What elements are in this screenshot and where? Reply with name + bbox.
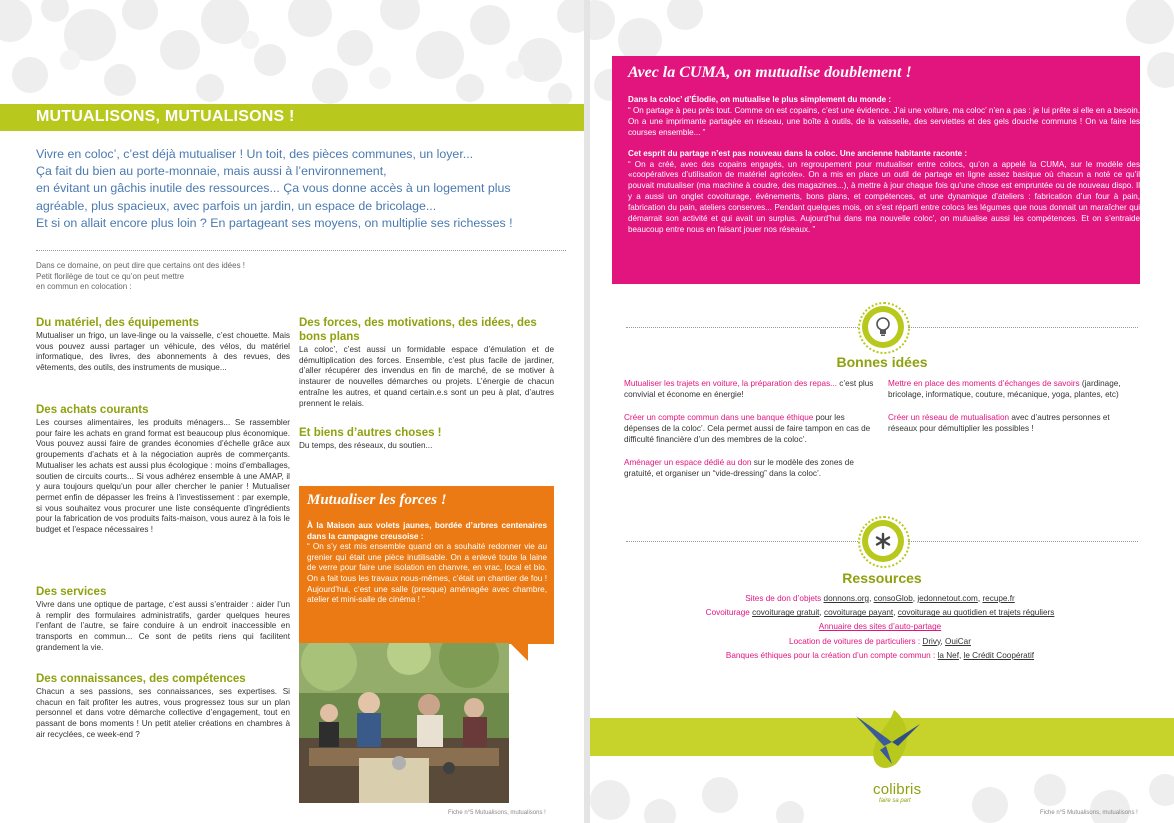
lightbulb-icon [868, 312, 898, 342]
speech-tail [510, 643, 528, 661]
resources-heading: Ressources [842, 570, 922, 586]
lead-text [36, 261, 296, 293]
resource-link[interactable]: donnons.org [823, 594, 870, 603]
left-page [0, 0, 584, 823]
workshop-photo [299, 643, 509, 803]
block-achats [36, 403, 290, 536]
testimony-quote: “ On s’y est mis ensemble quand on a souhaité redonner vie au grenier qui était une pièce inutilisable. On a enlevé toute la laine de verre pour faire une isolation en chanvre, en vrac, local et bio. On a fait tous les travaux nous-mêmes, c’était un chantier de fou ! Aujourd’hui, c’est une salle (presque) aménagée avec chambre, atelier et mini-salle de cinéma ! ” [307, 542, 547, 605]
lightbulb-badge [862, 306, 904, 348]
ideas-heading: Bonnes idées [836, 354, 928, 370]
logo-name: colibris [873, 781, 922, 798]
asterisk-badge [862, 520, 904, 562]
resource-link[interactable]: la Nef [937, 650, 959, 660]
divider [36, 250, 566, 251]
block-text: Vivre dans une optique de partage, c’est aussi s’entraider : aider l’un à remplir des formulaires administratifs, garder quelques heures l’enfant de l’autre, se faire conduire à un endroit inaccessible en transports en commun... Ce sont de petits riens qui facilitent grandement la vie. [36, 600, 290, 652]
cuma-lead-1: Dans la coloc’ d’Élodie, on mutualise le plus simplement du monde : [628, 95, 892, 104]
resource-link[interactable]: recupe.fr [982, 594, 1015, 603]
testimony-text [307, 521, 547, 606]
intro-line: agréable, plus spacieux, avec parfois un jardin, un espace de bricolage... [36, 198, 437, 213]
resource-link[interactable]: covoiturage payant [824, 608, 894, 618]
intro-line: en évitant un gâchis inutile des ressources... Ça vous donne accès à un logement plus [36, 181, 511, 196]
block-text: Les courses alimentaires, les produits ménagers... Se rassembler pour faire les achats en grand format est beaucoup plus économique. Vous pouvez aussi faire de grandes économies d’échelle grâce aux groupements d’achats et à la négociation auprès de commerçants. Mutualiser les achats est aussi plus écologique : moins d’emballages, soutien de circuits courts... Si vous adhérez ensemble à une AMAP, il y aura toujours quelqu’un pour aller chercher le panier ! Mutualiser permet enfin de dépasser les freins à l’investissement : par exemple, si vous souhaitez vous procurer une liste conséquente d’ingrédients pour la fabrication de vos produits faits-maison, vous aurez à la fois le budget et l’espace nécessaires ! [36, 418, 290, 535]
asterisk-icon [868, 526, 898, 556]
resource-link[interactable]: Drivy [922, 636, 941, 646]
idea-item: Mettre en place des moments d’échanges de savoirs (jardinage, bricolage, informatique, couture, mécanique, yoga, plantes, etc) [888, 379, 1121, 399]
block-materiel [36, 316, 290, 374]
page-footer: Fiche n°5 Mutualisons, mutualisons ! [448, 810, 546, 816]
page-footer: Fiche n°5 Mutualisons, mutualisons ! [1040, 810, 1138, 816]
idea-item: Créer un compte commun dans une banque éthique pour les dépenses de la coloc’. Cela permet aussi de faire tampon en cas de difficulté financière d’un des membres de la coloc’. [624, 413, 871, 444]
testimony-lead: À la Maison aux volets jaunes, bordée d’arbres centenaires dans la campagne creusoise : [307, 521, 547, 541]
divider [626, 327, 858, 328]
resource-link[interactable]: le Crédit Coopératif [963, 650, 1035, 660]
cuma-quote-1: “ On partage à peu près tout. Comme on est copains, c’est une évidence. J’ai une voiture, ma coloc’ n’en a pas : je lui prête si elle en a besoin. On a une imprimante partagée en réseau, une boîte à outils, de la vaisselle, des serviettes et des gels douche communs ! On va faire les courses ensemble... ” [628, 105, 1140, 137]
resource-link[interactable]: Annuaire des sites d’auto-partage [818, 622, 942, 632]
resource-line: Covoiturage covoiturage gratuit, covoiturage payant, covoiturage au quotidien et trajets réguliers [705, 608, 1055, 618]
block-text: La coloc’, c’est aussi un formidable espace d’émulation et de démultiplication des forces. Ensemble, c’est plus facile de jardiner, d’aller récupérer des invendus en fin de marché, de se motiver à instaurer de nouvelles démarches ou projets. L’énergie de chacun entraîne les autres, et quand certain.e.s sont un peu à plat, d’autres prennent le relais. [299, 345, 554, 408]
resource-line: Sites de don d’objets donnons.org, consoGlob, jedonnetout.com, recupe.fr [745, 594, 1015, 603]
right-page [590, 0, 1174, 823]
cuma-quote-2: “ On a créé, avec des copains engagés, un regroupement pour mutualiser entre colocs, qu’on a appelé la CUMA, sur le modèle des «coopératives d’utilisation de matériel agricole». On a mis en place un outil de partage en ligne assez basique où chacun a noté ce qu’il pouvait mutualiser (ma machine à coudre, des magazines...), à mettre à jour chaque fois qu’une chose est empruntée ou de nouveau dispo. Il y a aussi un onglet covoiturage, événements, bons plans, et compétences, et une dynamique d’ateliers : fabrication d’un four à pain, fabrication du pain, ateliers conserves... Pendant quelques mois, on s’est réparti entre colocs les légumes que nous donnait un maraîcher qui démarrait son activité et qui avait un surplus. Aujourd’hui dans ma nouvelle coloc’, on mutualise aussi les compétences. Et on s’entraide beaucoup entre nous en faisant jouer nos réseaux. ” [628, 159, 1140, 234]
resource-link[interactable]: consoGlob [873, 594, 913, 603]
divider [908, 327, 1138, 328]
block-text: Mutualiser un frigo, un lave-linge ou la vaisselle, c’est chouette. Mais vous pouvez aussi partager un véhicule, des vélos, du matériel informatique, des livres, des abonnements à des revues, des vêtements, des outils, des instruments de musique... [36, 331, 290, 373]
idea-item: Créer un réseau de mutualisation avec d’autres personnes et réseaux pour démultiplier les possibles ! [888, 413, 1110, 433]
block-heading: Des achats courants [36, 404, 149, 416]
block-services [36, 585, 290, 654]
resource-line: Banques éthiques pour la création d’un compte commun : la Nef, le Crédit Coopératif [725, 650, 1035, 660]
block-heading: Et biens d’autres choses ! [299, 427, 442, 439]
block-heading: Des services [36, 586, 107, 598]
resource-link[interactable]: OuiCar [945, 636, 971, 646]
block-heading: Des forces, des motivations, des idées, des bons plans [299, 317, 537, 343]
bubble-pattern-top [0, 0, 584, 110]
lead-line: Petit florilège de tout ce qu’on peut mettre [36, 271, 185, 281]
cuma-lead-2: Cet esprit du partage n’est pas nouveau dans la coloc. Une ancienne habitante raconte : [628, 148, 968, 158]
resource-link[interactable]: covoiturage au quotidien et trajets réguliers [897, 608, 1055, 618]
intro-line: Et si on allait encore plus loin ? En partageant ses moyens, on multiplie ses richesses ! [36, 215, 513, 230]
block-autres [299, 426, 554, 452]
resource-line [630, 620, 1130, 634]
lead-line: Dans ce domaine, on peut dire que certains ont des idées ! [36, 261, 246, 270]
block-heading: Du matériel, des équipements [36, 317, 199, 329]
cuma-title: Avec la CUMA, on mutualise doublement ! [628, 64, 912, 81]
logo-tagline: faire sa part [879, 798, 911, 804]
block-forces [299, 316, 554, 409]
resource-link[interactable]: covoiturage gratuit [752, 608, 820, 618]
intro-line: Ça fait du bien au porte-monnaie, mais aussi à l’environnement, [36, 164, 387, 179]
intro-text [36, 146, 566, 232]
lead-line: en commun en colocation : [36, 282, 132, 291]
idea-item: Aménager un espace dédié au don sur le modèle des zones de gratuité, et organiser un “vide-dressing” dans la coloc’. [624, 458, 854, 478]
intro-line: Vivre en coloc’, c’est déjà mutualiser ! Un toit, des pièces communes, un loyer... [36, 147, 474, 161]
resource-link[interactable]: jedonnetout.com [917, 594, 978, 603]
block-text: Chacun a ses passions, ses connaissances, ses expertises. Si chacun en fait profiter les autres, vous progressez tous sur un plan personnel et dans votre démarche collective d’engagement, tout en passant de bons moments ! Un petit atelier créations en chambres à air recyclées, ce week-end ? [36, 687, 290, 739]
ideas-left [624, 378, 878, 479]
block-competences [36, 672, 290, 741]
page-title: MUTUALISONS, MUTUALISONS ! [36, 108, 295, 125]
idea-item: Mutualiser les trajets en voiture, la préparation des repas... c’est plus convivial et économe en énergie! [624, 379, 874, 399]
divider [908, 541, 1138, 542]
cuma-text [628, 95, 1140, 236]
resource-line: Location de voitures de particuliers : Drivy, OuiCar [789, 636, 971, 646]
divider [626, 541, 858, 542]
ideas-right [888, 378, 1140, 434]
block-heading: Des connaissances, des compétences [36, 673, 246, 685]
resources-list [630, 592, 1130, 663]
testimony-title: Mutualiser les forces ! [307, 492, 447, 508]
block-text: Du temps, des réseaux, du soutien... [299, 441, 433, 450]
hummingbird-logo-icon [846, 702, 936, 782]
